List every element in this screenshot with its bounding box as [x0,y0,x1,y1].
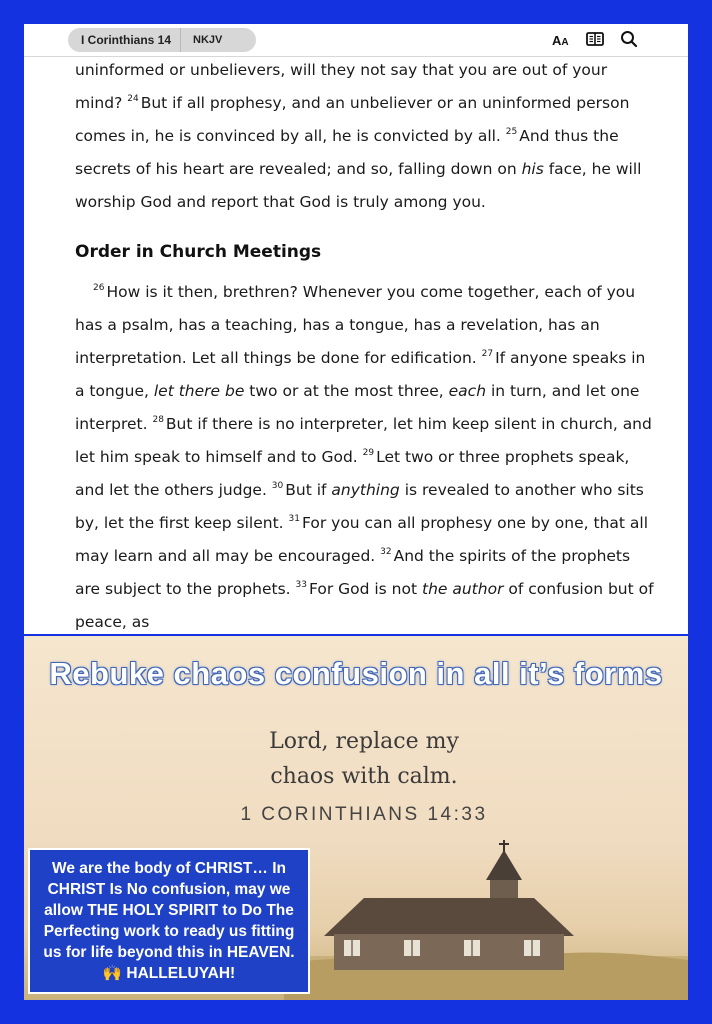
text-size-icon[interactable] [552,33,569,48]
verse-number: 27 [481,349,494,359]
text-size-small-a: A [561,37,569,48]
verse-text: two or at the most three, [244,382,449,400]
book-chapter-button[interactable]: I Corinthians 14 [68,28,181,52]
quote-line: Lord, replace my [269,729,459,754]
verse-text: If anyone speaks in a tongue, [75,349,646,400]
verse-number: 30 [271,481,284,491]
verse-number: 26 [93,283,105,293]
scripture-text [75,54,655,634]
verse-number: 28 [152,415,164,425]
verse-text: But if there is no interpreter, let him keep silent in church, and let him speak to himself and to God. [75,415,652,466]
bible-reader-screen [24,24,688,634]
reference-selector [68,28,256,52]
devotional-banner [24,636,688,1000]
verse-text: But if all prophesy, and an unbeliever or an uninformed person comes in, he is convinced by all, he is convicted by all. [75,94,630,145]
verse-number: 29 [362,448,375,458]
verse-text: uninformed or unbelievers, will they not say that you are out of your mind? [75,61,608,112]
italic-word: each [448,382,487,400]
italic-word: the author [422,580,504,598]
verse-text: But if [285,481,332,499]
message-box: We are the body of CHRIST… In CHRIST Is No confusion, may we allow THE HOLY SPIRIT to Do The Perfecting work to ready us fitting us for life beyond this in HEAVEN. 🙌 HALLELUYAH! [28,848,310,994]
quote-line: chaos with calm. [270,764,458,789]
verse-number: 32 [380,547,392,557]
banner-headline: Rebuke chaos confusion in all it’s forms [49,656,663,691]
verse-quote [174,724,554,794]
verse-text: And thus the secrets of his heart are revealed; and so, falling down on [75,127,619,178]
verse-text: And the spirits of the prophets are subject to the prophets. [75,547,631,598]
section-heading: Order in Church Meetings [75,242,322,262]
verse-text: How is it then, brethren? Whenever you come together, each of you has a psalm, has a teaching, has a tongue, has a revelation, has an interpretation. Let all things be done for edification. [75,283,636,367]
italic-word: let there be [153,382,245,400]
verse-text: of confusion but of peace, as [75,580,654,631]
verse-number: 24 [127,94,139,104]
verse-paragraph [75,54,655,219]
verse-reference: 1 CORINTHIANS 14:33 [240,804,488,825]
verse-number: 31 [288,514,300,524]
search-icon[interactable] [620,30,638,52]
italic-word: anything [331,481,400,499]
reader-toolbar [24,24,688,57]
italic-word: his [521,160,544,178]
verse-text: For God is not [308,580,422,598]
verse-number: 33 [295,580,307,590]
verse-number: 25 [505,127,518,137]
version-button[interactable]: NKJV [193,34,223,46]
verse-text: in turn, and let one interpret. [75,382,640,433]
verse-text: Let two or three prophets speak, and let the others judge. [75,448,630,499]
verse-text: is revealed to another who sits by, let the first keep silent. [75,481,644,532]
verse-text: face, he will worship God and report that God is truly among you. [75,160,642,211]
church-illustration [284,836,688,1000]
text-size-big-a: A [552,33,562,48]
verse-paragraph [75,276,655,634]
verse-text: For you can all prophesy one by one, that all may learn and all may be encouraged. [75,514,649,565]
book-icon[interactable] [586,31,604,51]
